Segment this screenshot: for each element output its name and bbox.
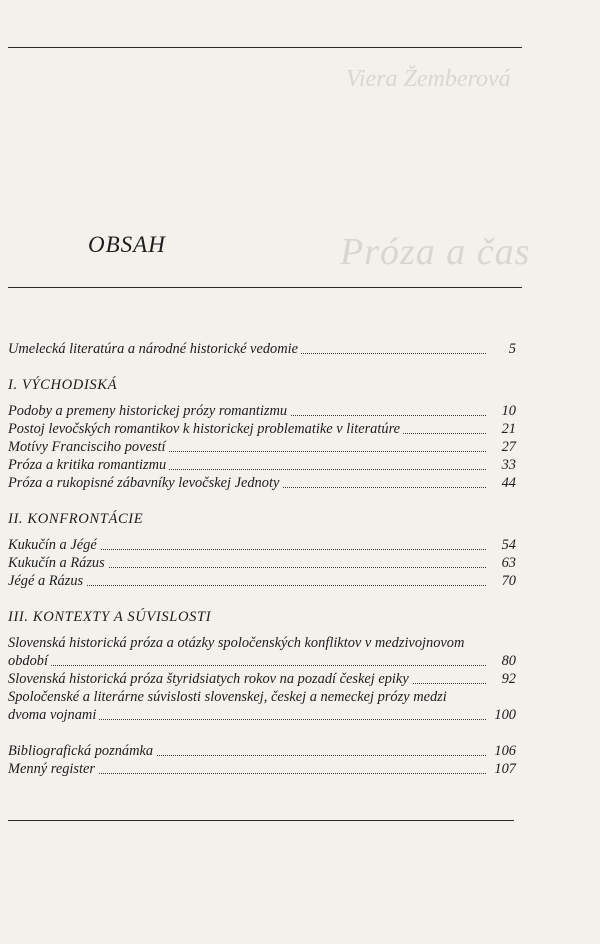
- top-rule: [8, 47, 522, 48]
- toc-entry-page: 5: [490, 340, 516, 358]
- toc-entry-page: 33: [490, 456, 516, 474]
- title-rule: [8, 287, 522, 288]
- show-through-title: Próza a čas: [340, 231, 531, 273]
- page-title: OBSAH: [88, 232, 166, 257]
- toc-entry-label: Menný register: [8, 761, 98, 777]
- toc-entry[interactable]: [8, 340, 516, 358]
- section-heading: I. VÝCHODISKÁ: [8, 377, 118, 393]
- toc-entry-page: 44: [490, 474, 516, 492]
- toc-entry-label: Postoj levočských romantikov k historickej problematike v literatúre: [8, 421, 403, 437]
- toc-entry-page: 80: [490, 652, 516, 670]
- toc-entry-page: 92: [490, 670, 516, 688]
- section-heading: III. KONTEXTY A SÚVISLOSTI: [8, 609, 212, 625]
- toc-entry-label: Kukučín a Rázus: [8, 555, 108, 571]
- toc-entry-label: Próza a kritika romantizmu: [8, 457, 169, 473]
- toc-entry[interactable]: [8, 420, 516, 438]
- section-heading: II. KONFRONTÁCIE: [8, 511, 144, 527]
- toc-entry[interactable]: [8, 474, 516, 492]
- table-of-contents: [8, 340, 516, 778]
- toc-entry-label: Jégé a Rázus: [8, 573, 86, 589]
- toc-entry-label-line2: období: [8, 653, 51, 669]
- toc-entry[interactable]: [8, 742, 516, 760]
- toc-entry-label: Bibliografická poznámka: [8, 743, 156, 759]
- toc-entry[interactable]: [8, 688, 516, 724]
- spacer: [8, 724, 516, 742]
- toc-entry-page: 70: [490, 572, 516, 590]
- toc-entry[interactable]: [8, 402, 516, 420]
- toc-entry[interactable]: [8, 554, 516, 572]
- toc-entry-page: 63: [490, 554, 516, 572]
- toc-entry-label: Próza a rukopisné zábavníky levočskej Jednoty: [8, 475, 282, 491]
- toc-entry[interactable]: [8, 438, 516, 456]
- toc-entry-label: Umelecká literatúra a národné historické vedomie: [8, 341, 301, 357]
- toc-entry-label: Motívy Francisciho povestí: [8, 439, 168, 455]
- toc-entry-page: 27: [490, 438, 516, 456]
- show-through-author: Viera Žemberová: [346, 66, 511, 92]
- toc-entry-label: Slovenská historická próza štyridsiatych rokov na pozadí českej epiky: [8, 671, 412, 687]
- toc-entry-label: Podoby a premeny historickej prózy romantizmu: [8, 403, 290, 419]
- toc-entry-page: 21: [490, 420, 516, 438]
- toc-entry-label: Kukučín a Jégé: [8, 537, 100, 553]
- toc-entry-label-line2: dvoma vojnami: [8, 707, 99, 723]
- toc-entry-page: 100: [490, 706, 516, 724]
- dot-leader: [8, 665, 486, 666]
- toc-entry[interactable]: [8, 634, 516, 670]
- toc-entry-page: 107: [490, 760, 516, 778]
- toc-entry-page: 10: [490, 402, 516, 420]
- toc-entry[interactable]: [8, 456, 516, 474]
- toc-entry-page: 54: [490, 536, 516, 554]
- toc-entry[interactable]: [8, 760, 516, 778]
- toc-entry[interactable]: [8, 670, 516, 688]
- toc-entry[interactable]: [8, 536, 516, 554]
- toc-entry-label-line1: Spoločenské a literárne súvislosti slovenskej, českej a nemeckej prózy medzi: [8, 689, 447, 705]
- bottom-rule: [8, 820, 514, 821]
- toc-entry[interactable]: [8, 572, 516, 590]
- toc-entry-page: 106: [490, 742, 516, 760]
- toc-entry-label-line1: Slovenská historická próza a otázky spoločenských konfliktov v medzivojnovom: [8, 635, 465, 651]
